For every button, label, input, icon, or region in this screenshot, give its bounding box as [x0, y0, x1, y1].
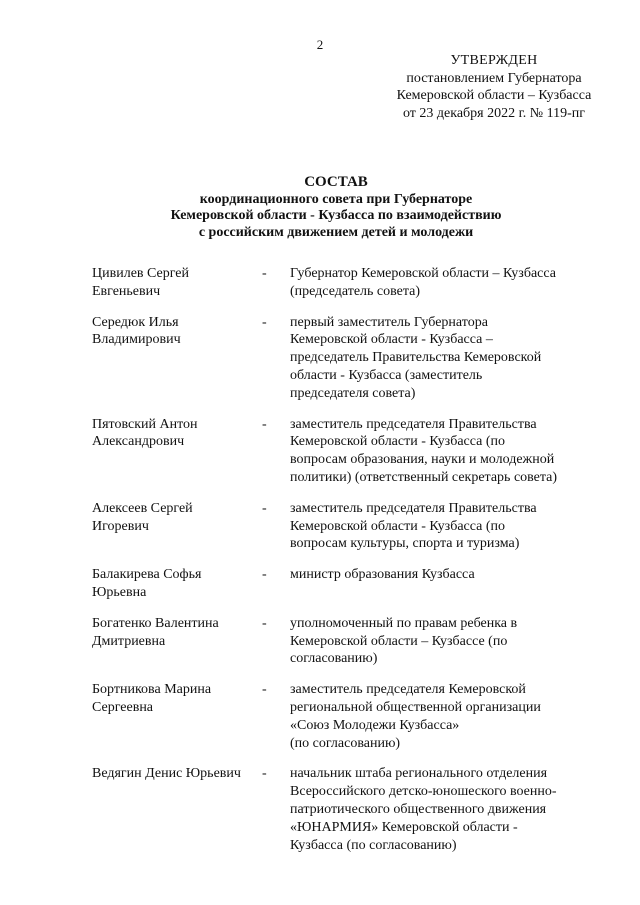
member-role: заместитель председателя Кемеровской региональной общественной организации «Союз Молодежи Кузбасса» (по согласованию): [290, 682, 541, 751]
page-number: 2: [316, 37, 324, 52]
member-dash: -: [262, 416, 267, 432]
member-row: [92, 566, 612, 602]
member-name: Цивилев Сергей Евгеньевич: [92, 266, 190, 299]
member-dash: -: [262, 682, 267, 698]
member-role: министр образования Кузбасса: [290, 567, 475, 583]
member-row: [92, 681, 612, 752]
member-role: Губернатор Кемеровской области – Кузбасса (председатель совета): [290, 266, 556, 299]
member-dash: -: [262, 500, 267, 516]
member-dash: -: [262, 615, 267, 631]
member-name: Бортникова Марина Сергеевна: [92, 682, 212, 715]
member-dash: -: [262, 766, 267, 782]
member-role: заместитель председателя Правительства Кемеровской области - Кузбасса (по вопросам образования, науки и молодежной политики) (ответственный секретарь совета): [290, 416, 558, 485]
member-role: уполномоченный по правам ребенка в Кемеровской области – Кузбассе (по согласованию): [290, 615, 518, 667]
member-dash: -: [262, 266, 267, 281]
title-line-2: Кемеровской области - Кузбасса по взаимодействию: [170, 208, 502, 223]
document-title: [0, 174, 640, 241]
member-dash: -: [262, 314, 267, 330]
member-role: заместитель председателя Правительства Кемеровской области - Кузбасса (по вопросам культуры, спорта и туризма): [290, 500, 537, 552]
title-main: СОСТАВ: [304, 174, 368, 190]
approval-resolution-line: постановлением Губернатора: [406, 70, 582, 86]
member-row: [92, 615, 612, 668]
member-role: первый заместитель Губернатора Кемеровской области - Кузбасса – председатель Правительства Кемеровской области - Кузбасса (заместитель председателя совета): [290, 314, 542, 401]
member-row: [92, 265, 612, 301]
member-row: [92, 765, 612, 854]
member-dash: -: [262, 567, 267, 583]
member-row: [92, 500, 612, 553]
approval-region-line: Кемеровской области – Кузбасса: [396, 88, 592, 103]
title-line-1: координационного совета при Губернаторе: [199, 191, 473, 207]
member-name: Ведягин Денис Юрьевич: [92, 766, 241, 782]
member-name: Пятовский Антон Александрович: [92, 416, 198, 450]
members-list: [92, 265, 612, 854]
member-name: Богатенко Валентина Дмитриевна: [92, 615, 219, 649]
member-role: начальник штаба регионального отделения Всероссийского детско-юношеского военно- патриотического общественного движения «ЮНАРМИЯ» Кемеровской области - Кузбасса (по согласованию): [290, 766, 557, 853]
member-name: Середюк Илья Владимирович: [92, 314, 181, 348]
title-line-3: с российским движением детей и молодежи: [198, 224, 474, 240]
member-name: Алексеев Сергей Игоревич: [92, 500, 193, 534]
member-row: [92, 416, 612, 487]
approval-stamp-block: [380, 52, 608, 122]
approval-date-line: от 23 декабря 2022 г. № 119-пг: [402, 105, 586, 121]
member-name: Балакирева Софья Юрьевна: [92, 567, 202, 600]
member-row: [92, 314, 612, 403]
approved-heading: УТВЕРЖДЕН: [450, 53, 538, 68]
